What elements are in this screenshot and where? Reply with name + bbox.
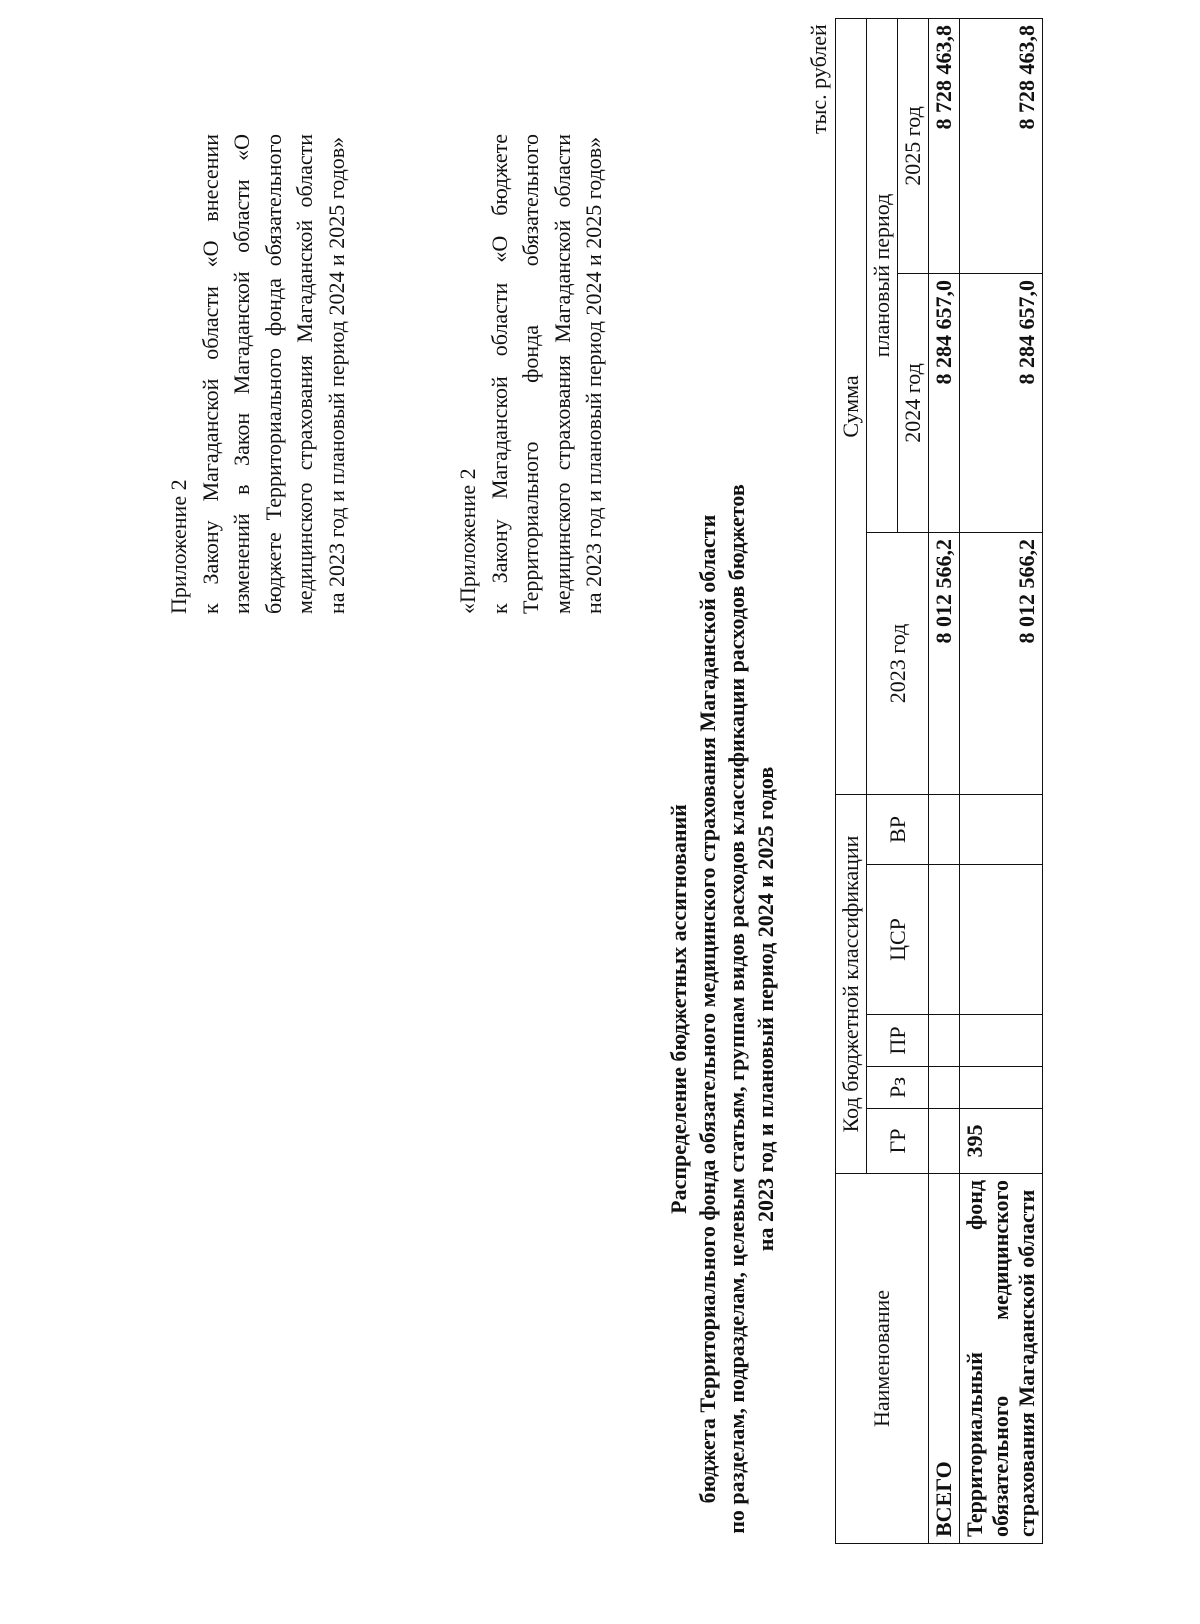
table-row-total bbox=[929, 18, 960, 1543]
row-total-rz bbox=[929, 1067, 960, 1109]
title-line-1: Распределение бюджетных ассигнований bbox=[666, 804, 691, 1214]
budget-allocation-table bbox=[835, 18, 1043, 1544]
title-line-3: по разделам, подразделам, целевым статьям, группам видов расходов классификации расходов бюджетов bbox=[724, 484, 749, 1534]
row-total-pr bbox=[929, 1015, 960, 1067]
header-2023: 2023 год bbox=[867, 532, 929, 794]
row-total-2025: 8 728 463,8 bbox=[929, 18, 960, 273]
row-fund-rz bbox=[960, 1067, 1043, 1109]
appendix-current-text: к Закону Магаданской области «О внесении изменений в Закон Магаданской области «О бюджете Территориального фонда обязательного медицинского страхования Магаданской области на 2023 год и плановый период 2024 и 2025 годов» bbox=[197, 134, 349, 614]
header-code-group: Код бюджетной классификации bbox=[836, 794, 867, 1173]
document-title bbox=[664, 454, 780, 1564]
row-fund-gr: 395 bbox=[960, 1109, 1043, 1174]
title-line-4: на 2023 год и плановый период 2024 и 2025 годов bbox=[753, 766, 778, 1252]
header-2024: 2024 год bbox=[898, 273, 929, 532]
appendix-original-heading: «Приложение 2 bbox=[455, 468, 480, 614]
header-rz: Рз bbox=[867, 1067, 929, 1109]
row-fund-vr bbox=[960, 794, 1043, 864]
row-total-name: ВСЕГО bbox=[929, 1174, 960, 1544]
row-fund-pr bbox=[960, 1015, 1043, 1067]
row-total-vr bbox=[929, 794, 960, 864]
header-name: Наименование bbox=[836, 1174, 929, 1544]
appendix-current-note bbox=[163, 134, 352, 614]
header-row-1 bbox=[836, 18, 867, 1543]
row-total-gr bbox=[929, 1109, 960, 1174]
row-fund-csr bbox=[960, 865, 1043, 1015]
row-total-2023: 8 012 566,2 bbox=[929, 532, 960, 794]
appendix-original-text: к Закону Магаданской области «О бюджете Территориального фонда обязательного медицинского страхования Магаданской области на 2023 год и плановый период 2024 и 2025 годов» bbox=[486, 134, 606, 614]
header-plan-period: плановый период bbox=[867, 18, 898, 532]
row-fund-2024: 8 284 657,0 bbox=[960, 273, 1043, 532]
row-fund-name: Территориальный фонд обязательного медицинского страхования Магаданской области bbox=[960, 1174, 1043, 1544]
header-gr: ГР bbox=[867, 1109, 929, 1174]
header-sum-group: Сумма bbox=[836, 18, 867, 794]
appendix-original-note bbox=[452, 134, 610, 614]
row-total-csr bbox=[929, 865, 960, 1015]
header-pr: ПР bbox=[867, 1015, 929, 1067]
appendix-current-heading: Приложение 2 bbox=[166, 479, 191, 614]
header-2025: 2025 год bbox=[898, 18, 929, 273]
header-vr: ВР bbox=[867, 794, 929, 864]
header-csr: ЦСР bbox=[867, 865, 929, 1015]
title-line-2: бюджета Территориального фонда обязательного медицинского страхования Магаданской области bbox=[695, 514, 720, 1504]
units-label: тыс. рублей bbox=[806, 24, 831, 134]
row-fund-2023: 8 012 566,2 bbox=[960, 532, 1043, 794]
row-fund-2025: 8 728 463,8 bbox=[960, 18, 1043, 273]
row-total-2024: 8 284 657,0 bbox=[929, 273, 960, 532]
table-row-fund bbox=[960, 18, 1043, 1543]
